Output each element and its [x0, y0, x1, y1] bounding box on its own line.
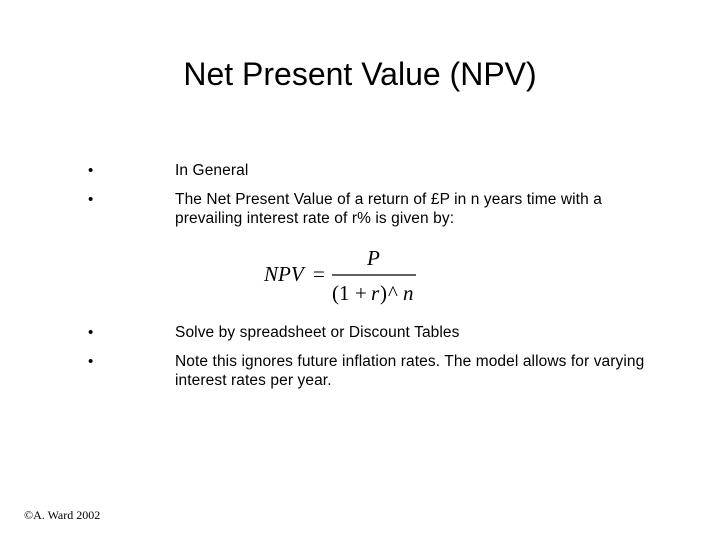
bullet-icon: • — [88, 324, 94, 341]
bullet-text: The Net Present Value of a return of £P in n years time with a prevailing interest rate of r% is given by: — [175, 191, 602, 227]
formula-denominator-close: ) — [380, 281, 387, 305]
bullet-text: In General — [175, 162, 249, 179]
formula-lhs: NPV — [264, 262, 304, 286]
formula-numerator: P — [367, 246, 380, 270]
formula-exponent: n — [403, 281, 414, 305]
bullet-icon: • — [88, 191, 94, 208]
formula-caret: ^ — [388, 281, 398, 305]
slide-title: Net Present Value (NPV) — [183, 56, 537, 92]
bullet-icon: • — [88, 162, 94, 179]
bullet-icon: • — [88, 353, 94, 370]
copyright-footer: ©A. Ward 2002 — [24, 508, 101, 522]
bullet-text: Solve by spreadsheet or Discount Tables — [175, 324, 460, 341]
formula-equals: = — [313, 262, 325, 286]
formula-rate: r — [371, 281, 380, 305]
formula-denominator-open: (1 — [332, 281, 350, 305]
npv-formula — [258, 244, 428, 308]
bullet-text: Note this ignores future inflation rates. The model allows for varying interest rates per year. — [175, 353, 645, 389]
formula-plus: + — [355, 281, 367, 305]
